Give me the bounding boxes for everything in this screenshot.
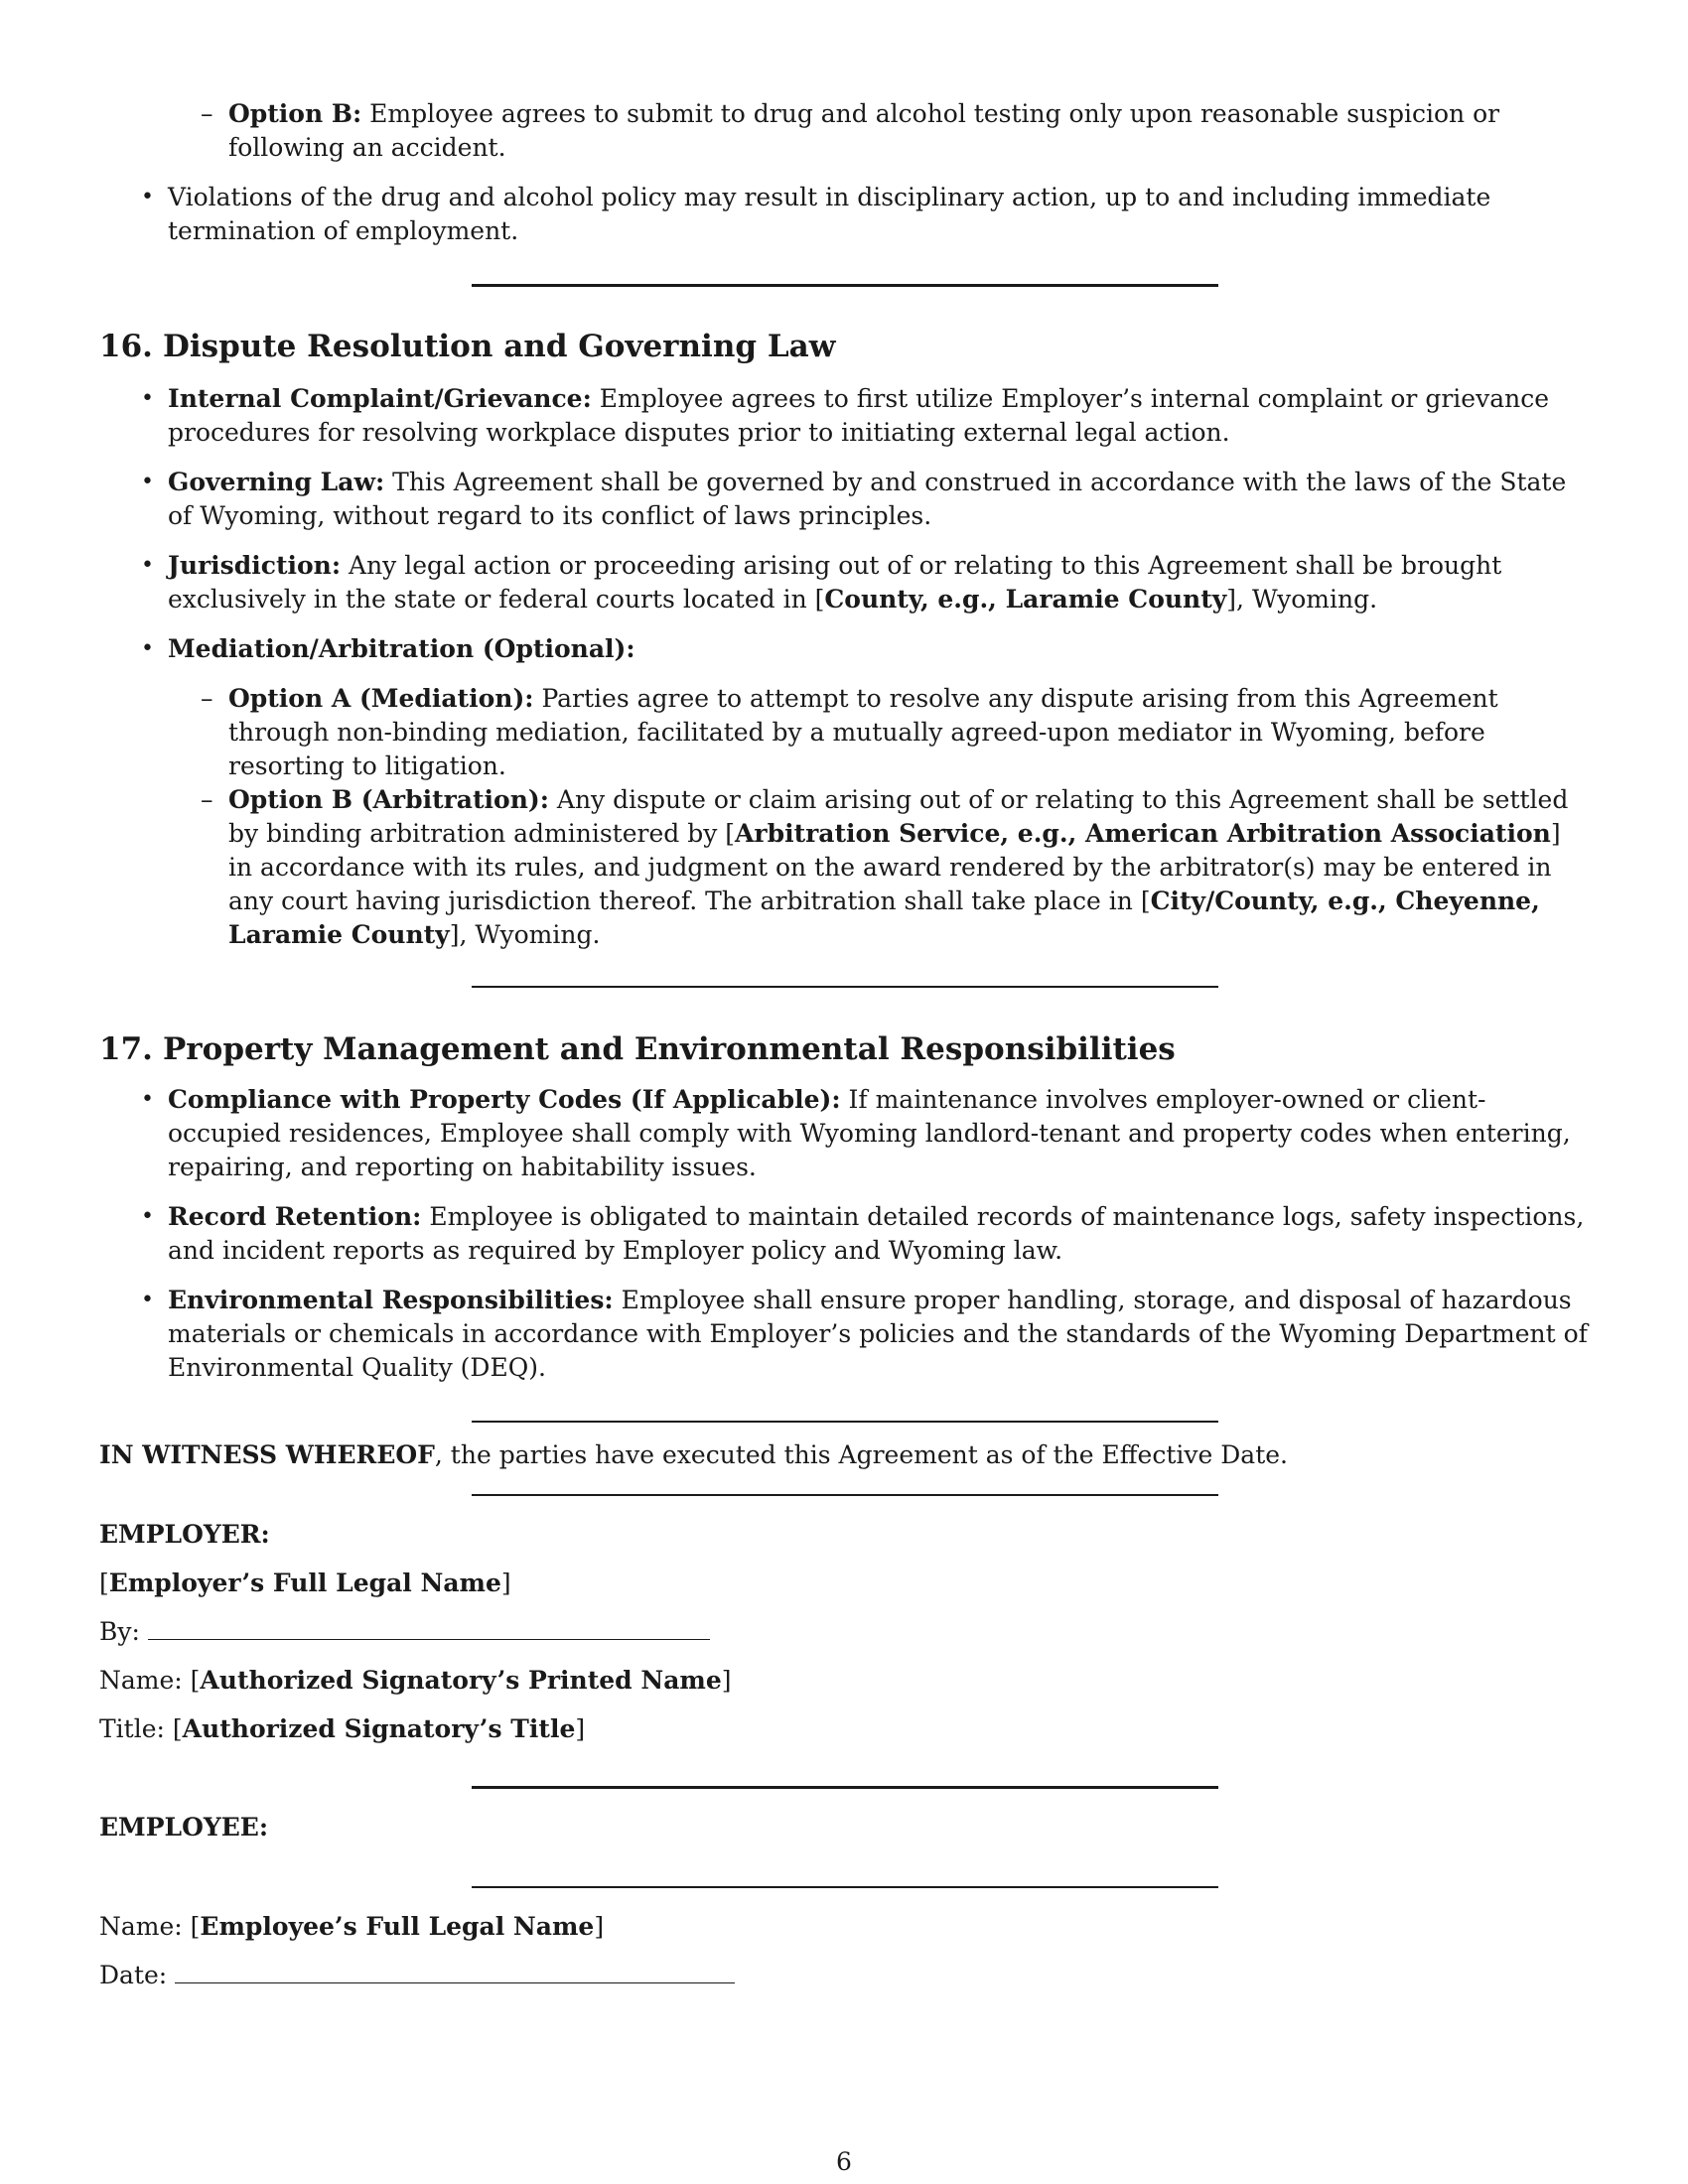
witness-text: , the parties have executed this Agreement as of the Effective Date. [434, 1440, 1289, 1469]
bullet-marker: • [141, 553, 154, 578]
dash-marker: – [201, 785, 213, 814]
bullet-marker: • [141, 470, 154, 494]
item-text: If maintenance involves employer-owned or client-occupied residences, Employee shall comply with Wyoming landlord-tenant and property codes when entering, repairing, and reporting on habitability issues. [168, 1085, 1571, 1181]
list-item [141, 1083, 1589, 1184]
bracket: ] [594, 1912, 605, 1941]
section-divider [472, 1786, 1218, 1789]
section-title: Dispute Resolution and Governing Law [163, 329, 836, 364]
witness-statement [99, 1438, 1589, 1472]
list-item [141, 632, 1589, 666]
list-item [141, 549, 1589, 616]
list-item [201, 783, 1589, 952]
employee-date-line [99, 1959, 1589, 1992]
date-blank[interactable] [175, 1963, 735, 1983]
item-text: Any legal action or proceeding arising out of or relating to this Agreement shall be brought exclusively in the state or federal courts located in [ [168, 551, 1502, 614]
section-divider [472, 986, 1218, 988]
employer-heading [99, 1518, 1589, 1552]
item-text: ], Wyoming. [1226, 585, 1378, 614]
employer-name [99, 1567, 1589, 1600]
employee-name [99, 1910, 1589, 1944]
item-text: This Agreement shall be governed by and construed in accordance with the laws of the State of Wyoming, without regard to its conflict of laws principles. [168, 468, 1567, 530]
section-number: 17. [99, 1031, 153, 1067]
option-b-label: Option B: [228, 99, 362, 128]
section-divider [472, 284, 1218, 287]
section-heading [99, 1029, 1589, 1069]
section-heading [99, 327, 1589, 366]
item-text: ] in accordance with its rules, and judgment on the award rendered by the arbitrator(s) may be entered in any court having jurisdiction thereof. The arbitration shall take place in [ [228, 819, 1561, 915]
name-label: Name: [ [99, 1912, 201, 1941]
employer-signatory-name [99, 1664, 1589, 1698]
employee-heading-text: EMPLOYEE: [99, 1813, 269, 1842]
item-text: Employee shall ensure proper handling, storage, and disposal of hazardous materials or chemicals in accordance with Employer’s policies and the standards of the Wyoming Department of Environmental Quality (DEQ). [168, 1286, 1588, 1382]
bullet-marker: • [141, 1288, 154, 1312]
witness-label: IN WITNESS WHEREOF [99, 1440, 435, 1469]
item-label: Internal Complaint/Grievance: [168, 384, 592, 413]
violations-text: Violations of the drug and alcohol policy may result in disciplinary action, up to and including immediate termination of employment. [168, 183, 1491, 245]
item-text: Employee is obligated to maintain detailed records of maintenance logs, safety inspections, and incident reports as required by Employer policy and Wyoming law. [168, 1202, 1585, 1265]
bracket: [ [99, 1569, 109, 1597]
placeholder-text: County, e.g., Laramie County [824, 585, 1227, 614]
date-label: Date: [99, 1961, 168, 1989]
item-text: Employee agrees to first utilize Employer’s internal complaint or grievance procedures for resolving workplace disputes prior to initiating external legal action. [168, 384, 1549, 447]
item-label: Jurisdiction: [168, 551, 342, 580]
bracket: ] [721, 1666, 732, 1695]
employer-name-placeholder: Employer’s Full Legal Name [108, 1569, 501, 1597]
list-item [141, 466, 1589, 533]
title-label: Title: [ [99, 1714, 183, 1743]
employee-name-placeholder: Employee’s Full Legal Name [200, 1912, 595, 1941]
section-title: Property Management and Environmental Responsibilities [163, 1031, 1176, 1067]
list-item [201, 97, 1589, 165]
dash-marker: – [201, 684, 213, 713]
option-b-text: Employee agrees to submit to drug and alcohol testing only upon reasonable suspicion or following an accident. [228, 99, 1500, 162]
item-label: Governing Law: [168, 468, 385, 496]
section-number: 16. [99, 329, 153, 364]
item-label: Environmental Responsibilities: [168, 1286, 614, 1314]
bullet-marker: • [141, 185, 154, 209]
employee-heading [99, 1811, 1589, 1844]
signatory-title-placeholder: Authorized Signatory’s Title [182, 1714, 576, 1743]
section-divider [472, 1494, 1218, 1496]
item-text: Any dispute or claim arising out of or relating to this Agreement shall be settled by binding arbitration administered by [ [228, 785, 1569, 848]
section-divider [472, 1886, 1218, 1888]
placeholder-text: Arbitration Service, e.g., American Arbitration Association [735, 819, 1551, 848]
employer-signature-line [99, 1615, 1589, 1649]
section-divider [472, 1421, 1218, 1423]
list-item [141, 382, 1589, 450]
list-item [141, 181, 1589, 248]
by-label: By: [99, 1617, 140, 1646]
employer-heading-text: EMPLOYER: [99, 1520, 270, 1549]
bracket: ] [500, 1569, 511, 1597]
list-item [201, 682, 1589, 783]
bullet-marker: • [141, 1204, 154, 1229]
name-label: Name: [ [99, 1666, 201, 1695]
page-number: 6 [836, 2147, 852, 2176]
item-label: Option B (Arbitration): [228, 785, 549, 814]
item-label: Mediation/Arbitration (Optional): [168, 634, 635, 663]
bullet-marker: • [141, 386, 154, 411]
item-text: ], Wyoming. [449, 920, 601, 949]
employer-signatory-title [99, 1712, 1589, 1746]
signatory-name-placeholder: Authorized Signatory’s Printed Name [200, 1666, 722, 1695]
item-label: Compliance with Property Codes (If Applicable): [168, 1085, 841, 1114]
bracket: ] [575, 1714, 586, 1743]
signature-blank[interactable] [148, 1619, 710, 1640]
dash-marker: – [201, 99, 213, 128]
bullet-marker: • [141, 636, 154, 661]
bullet-marker: • [141, 1087, 154, 1112]
page-content [99, 97, 1589, 1992]
item-label: Option A (Mediation): [228, 684, 534, 713]
list-item [141, 1284, 1589, 1385]
item-text: Parties agree to attempt to resolve any dispute arising from this Agreement through non-binding mediation, facilitated by a mutually agreed-upon mediator in Wyoming, before resorting to litigation. [228, 684, 1498, 780]
item-label: Record Retention: [168, 1202, 422, 1231]
placeholder-text: City/County, e.g., Cheyenne, Laramie County [228, 887, 1540, 949]
list-item [141, 1200, 1589, 1268]
